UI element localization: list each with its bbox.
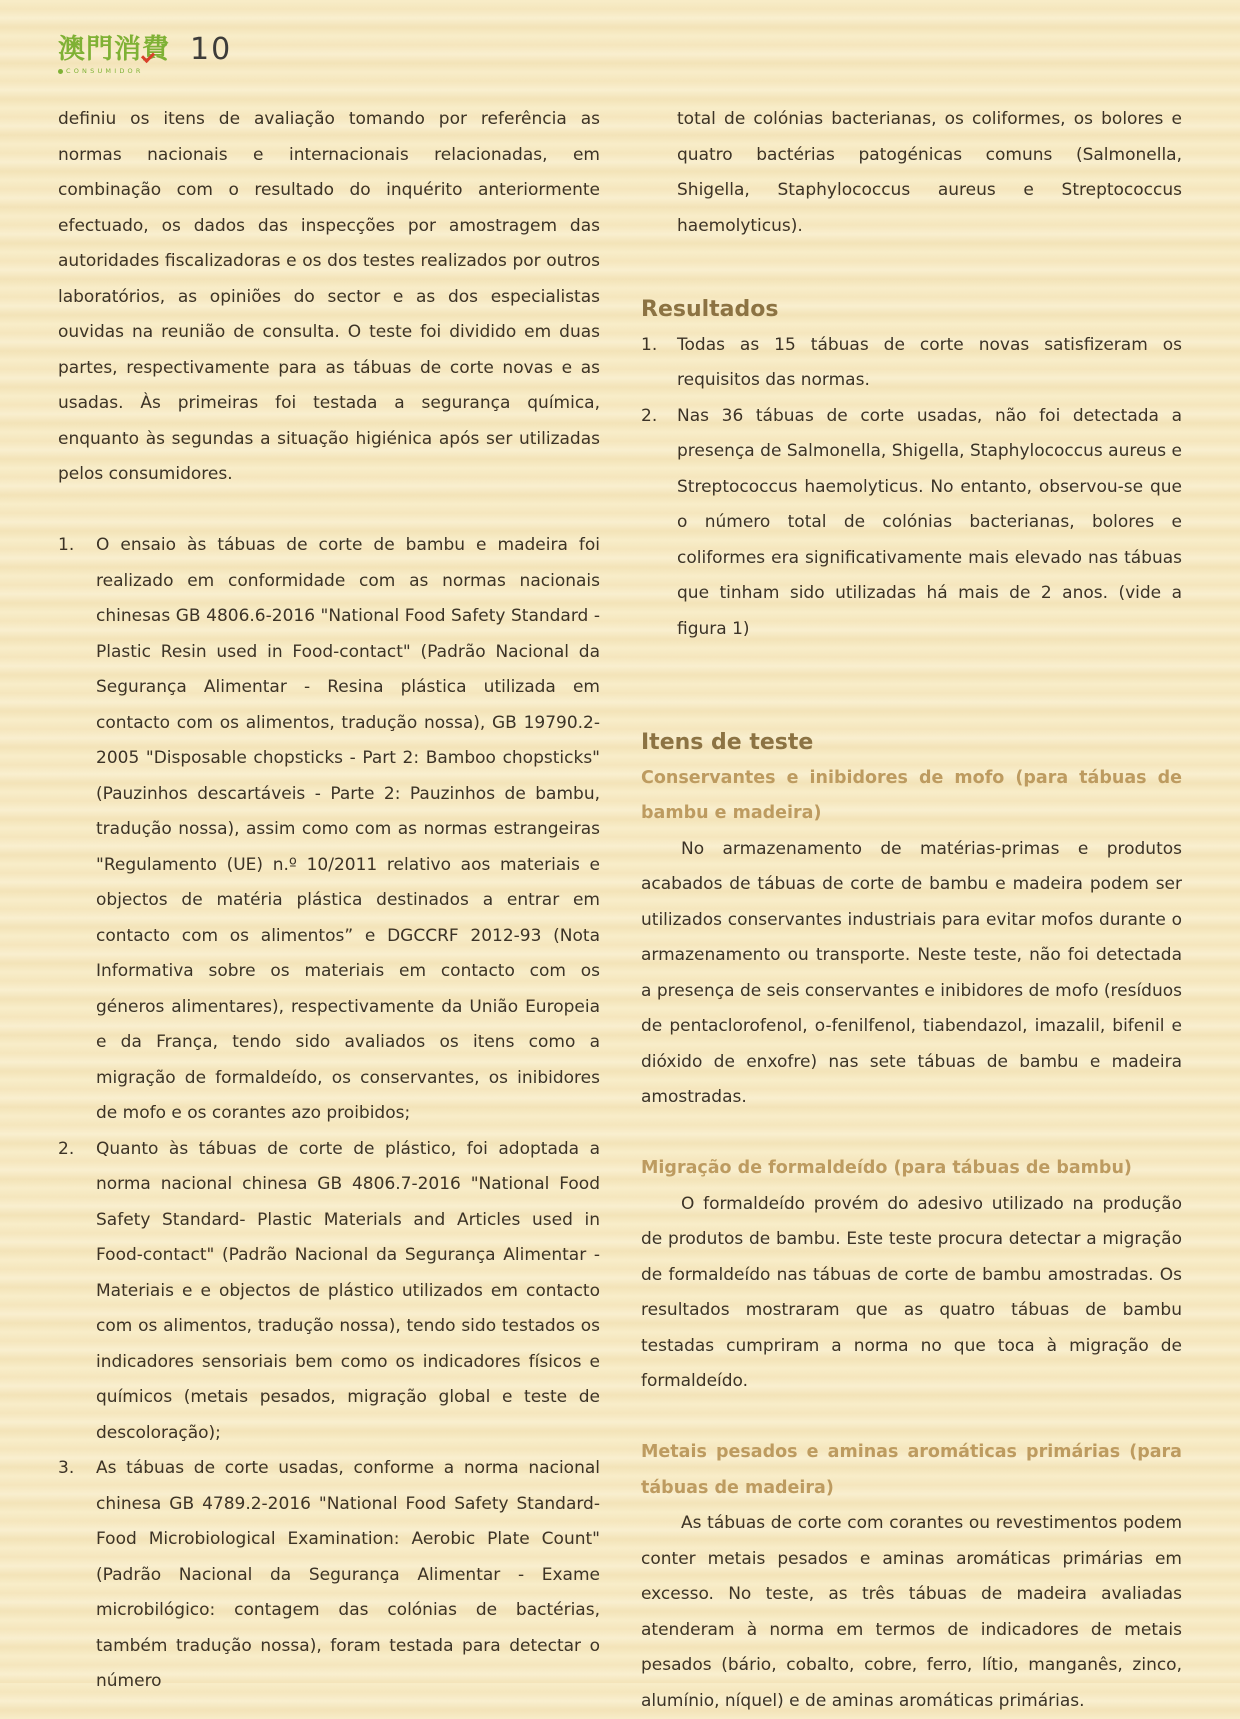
section-body-preservatives: No armazenamento de matérias-primas e produtos acabados de tábuas de corte de bambu e madeira podem ser utilizados conservantes industriais para evitar mofos durante o armazenamento ou transporte. Neste teste, não foi detectada a presença de seis conservantes e inibidores de mofo (resíduos de pentaclorofenol, o-fenilfenol, tiabendazol, imazalil, bifenil e dióxido de enxofre) nas sete tábuas de bambu e madeira amostradas.	[641, 838, 1183, 1107]
list-number: 1.	[58, 535, 75, 555]
list-item	[58, 528, 600, 1132]
intro-paragraph: definiu os itens de avaliação tomando por referência as normas nacionais e internacionais relacionadas, em combinação com o resultado do inquérito anteriormente efectuado, os dados das inspecções por amostragem das autoridades fiscalizadoras e os dos testes realizados por outros laboratórios, as opiniões do sector e as dos especialistas ouvidas na reunião de consulta. O teste foi dividido em duas partes, respectivamente para as tábuas de corte novas e as usadas. Às primeiras foi testada a segurança química, enquanto às segundas a situação higiénica após ser utilizadas pelos consumidores.	[58, 109, 600, 484]
list-item	[641, 328, 1182, 399]
section-title-preservatives: Conservantes e inibidores de mofo (para tábuas de bambu e madeira)	[641, 767, 1182, 823]
list-item	[58, 1451, 600, 1700]
left-column	[58, 102, 600, 1700]
continuation-paragraph: total de colónias bacterianas, os coliformes, os bolores e quatro bactérias patogénicas comuns (Salmonella, Shigella, Staphylococcus aureus e Streptococcus haemolyticus).	[677, 109, 1182, 236]
list-item	[641, 399, 1182, 648]
section-title-formaldehyde: Migração de formaldeído (para tábuas de bambu)	[641, 1158, 1132, 1178]
list-item-text: Nas 36 tábuas de corte usadas, não foi detectada a presença de Salmonella, Shigella, Staphylococcus aureus e Streptococcus haemolyticus. No entanto, observou-se que o número total de colónias bacterianas, bolores e coliformes era significativamente mais elevado nas tábuas que tinham sido utilizadas há mais de 2 anos. (vide a figura 1)	[677, 405, 1182, 639]
list-number: 3.	[58, 1458, 75, 1478]
methods-list	[58, 528, 600, 1700]
results-heading: Resultados	[641, 296, 779, 322]
section-body-formaldehyde: O formaldeído provém do adesivo utilizado na produção de produtos de bambu. Este teste procura detectar a migração de formaldeído nas tábuas de corte de bambu amostradas. Os resultados mostraram que as quatro tábuas de bambu testadas cumpriram a norma no que toca à migração de formaldeído.	[641, 1193, 1182, 1391]
list-number: 1.	[641, 334, 658, 355]
list-item-text: Todas as 15 tábuas de corte novas satisfizeram os requisitos das normas.	[677, 334, 1182, 390]
list-number: 2.	[641, 405, 658, 426]
logo-dot-icon	[58, 69, 63, 74]
section-title-heavy-metals: Metais pesados e aminas aromáticas primárias (para tábuas de madeira)	[641, 1442, 1182, 1498]
list-item-text: O ensaio às tábuas de corte de bambu e madeira foi realizado em conformidade com as normas nacionais chinesas GB 4806.6-2016 "National Food Safety Standard - Plastic Resin used in Food-contact" (Padrão Nacional da Segurança Alimentar - Resina plástica utilizada em contacto com os alimentos, tradução nossa), GB 19790.2-2005 "Disposable chopsticks - Part 2: Bamboo chopsticks" (Pauzinhos descartáveis - Parte 2: Pauzinhos de bambu, tradução nossa), assim como com as normas estrangeiras "Regulamento (UE) n.º 10/2011 relativo aos materiais e objectos de matéria plástica destinados a entrar em contacto com os alimentos” e DGCCRF 2012-93 (Nota Informativa sobre os materiais em contacto com os géneros alimentares), respectivamente da União Europeia e da França, tendo sido avaliados os itens como a migração de formaldeído, os conservantes, os inibidores de mofo e os corantes azo proibidos;	[96, 535, 600, 1123]
logo-chinese-text: 澳門消費	[58, 34, 170, 65]
list-item-text: Quanto às tábuas de corte de plástico, foi adoptada a norma nacional chinesa GB 4806.7-2016 "National Food Safety Standard- Plastic Materials and Articles used in Food-contact" (Padrão Nacional da Segurança Alimentar - Materiais e e objectos de plástico utilizados em contacto com os alimentos, tradução nossa), tendo sido testados os indicadores sensoriais bem como os indicadores físicos e químicos (metais pesados, migração global e teste de descoloração);	[96, 1138, 600, 1443]
logo-subtitle: CONSUMIDOR	[66, 67, 144, 75]
section-body-heavy-metals: As tábuas de corte com corantes ou revestimentos podem conter metais pesados e aminas aromáticas primárias em excesso. No teste, as três tábuas de madeira avaliadas atenderam à norma em termos de indicadores de metais pesados (bário, cobalto, cobre, ferro, lítio, manganês, zinco, alumínio, níquel) e de aminas aromáticas primárias.	[641, 1513, 1182, 1711]
page-number: 10	[190, 32, 233, 67]
list-item	[58, 1132, 600, 1452]
test-items-heading: Itens de teste	[641, 729, 814, 755]
list-item-text: As tábuas de corte usadas, conforme a norma nacional chinesa GB 4789.2-2016 "National Food Safety Standard- Food Microbiological Examination: Aerobic Plate Count" (Padrão Nacional da Segurança Alimentar - Exame microbilógico: contagem das colónias de bactérias, também tradução nossa), foram testada para detectar o número	[96, 1458, 600, 1691]
list-number: 2.	[58, 1138, 75, 1159]
results-list	[641, 328, 1182, 648]
consumidor-logo	[58, 34, 176, 82]
right-column	[641, 102, 1182, 1719]
